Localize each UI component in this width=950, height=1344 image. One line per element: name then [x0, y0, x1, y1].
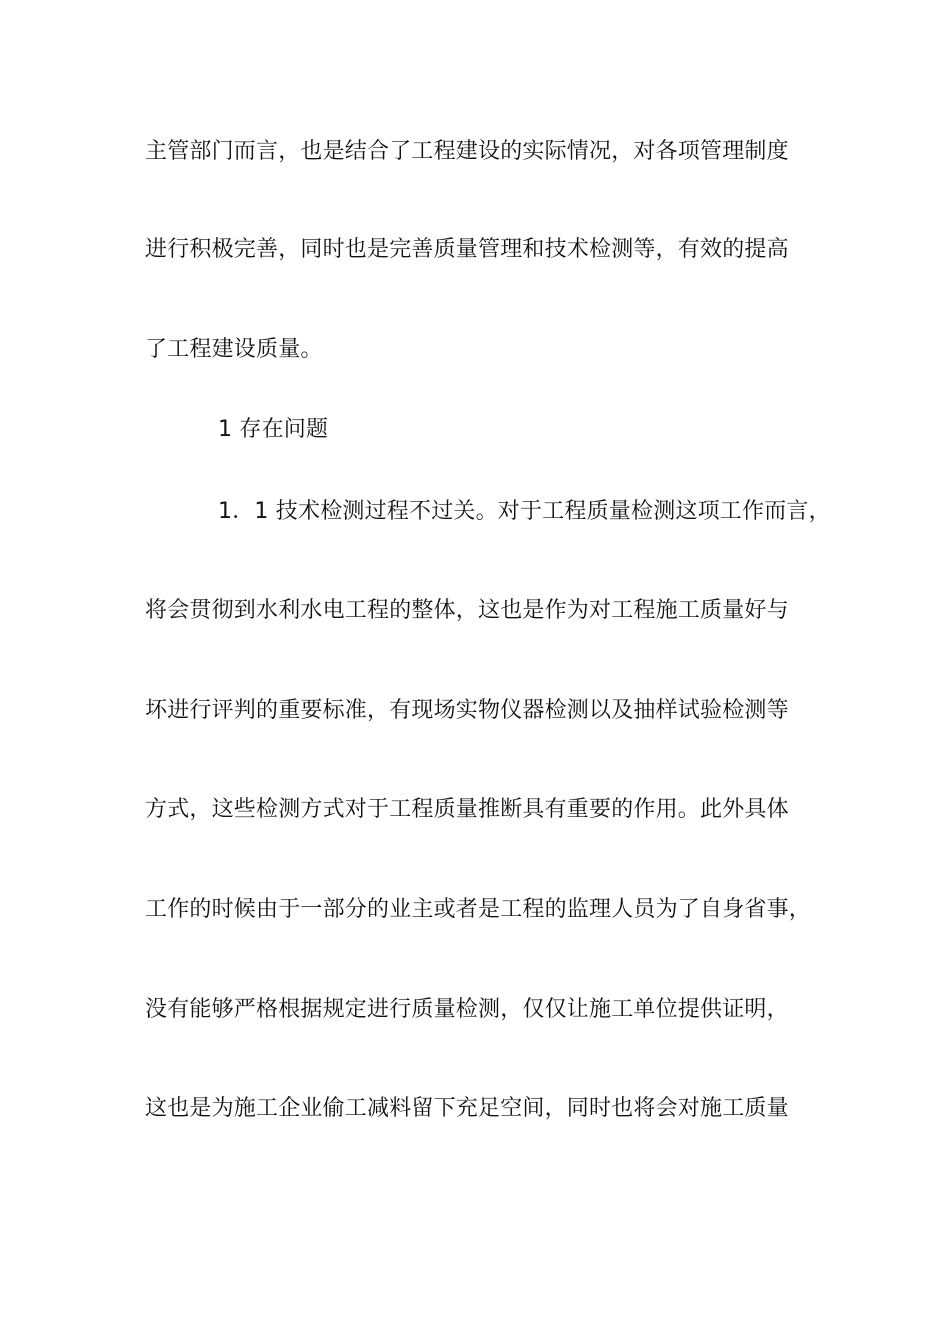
paragraph-line: 方式，这些检测方式对于工程质量推断具有重要的作用。此外具体	[145, 797, 789, 822]
subsection-first-line: 1．1 技术检测过程不过关。对于工程质量检测这项工作而言，	[218, 499, 831, 524]
paragraph-line: 主管部门而言，也是结合了工程建设的实际情况，对各项管理制度	[145, 139, 789, 164]
paragraph-line: 没有能够严格根据规定进行质量检测，仅仅让施工单位提供证明，	[145, 997, 789, 1022]
paragraph-line: 了工程建设质量。	[145, 337, 323, 362]
paragraph-line: 这也是为施工企业偷工减料留下充足空间，同时也将会对施工质量	[145, 1096, 789, 1121]
paragraph-line: 工作的时候由于一部分的业主或者是工程的监理人员为了自身省事，	[145, 897, 812, 922]
paragraph-line: 坏进行评判的重要标准，有现场实物仪器检测以及抽样试验检测等	[145, 698, 789, 723]
paragraph-line: 进行积极完善，同时也是完善质量管理和技术检测等，有效的提高	[145, 237, 789, 262]
paragraph-line: 将会贯彻到水利水电工程的整体，这也是作为对工程施工质量好与	[145, 598, 789, 623]
section-heading: 1 存在问题	[218, 417, 329, 442]
